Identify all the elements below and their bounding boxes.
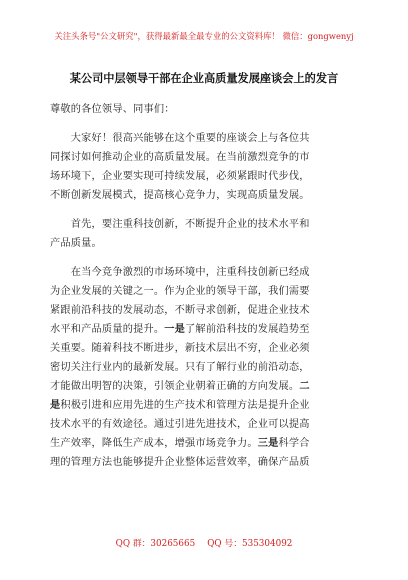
para-line: 首先，要注重科技创新，不断提升企业的技术水平和: [50, 219, 310, 230]
para-line: 是积极引进和应用先进的生产技术和管理方法是提升企业: [50, 399, 310, 411]
para-line: 密切关注行业内的最新发展。只有了解行业的前沿动态，: [50, 362, 310, 373]
para-line: 为企业发展的关键之一。作为企业的领导干部，我们需要: [50, 286, 310, 297]
para-line: 同探讨如何推动企业的高质量发展。在当前激烈竞争的市: [50, 152, 310, 163]
document-title: 某公司中层领导干部在企业高质量发展座谈会上的发言: [69, 71, 339, 85]
para-line: 紧跟前沿科技的发展动态，不断寻求创新，促进企业技术: [50, 305, 310, 316]
para-line: 关重要。随着科技不断进步，新技术层出不穷，企业必须: [50, 343, 310, 354]
para-line: 不断创新发展模式，提高核心竞争力，实现高质量发展。: [50, 190, 310, 201]
greeting: 尊敬的各位领导、同事们：: [50, 104, 175, 115]
para-line: 在当今竞争激烈的市场环境中，注重科技创新已经成: [50, 267, 310, 278]
header-banner: [0, 30, 408, 42]
header-text: 关注头条号"公文研究"，获得最新最全最专业的公文资料库！ 微信：gongwenyj: [54, 31, 354, 41]
para-line: 生产效率，降低生产成本，增强市场竞争力。三是科学合: [50, 437, 310, 449]
para-line: 大家好！很高兴能够在这个重要的座谈会上与各位共: [50, 133, 310, 144]
document-body: [50, 100, 360, 472]
para-line: 水平和产品质量的提升。一是了解前沿科技的发展趋势至: [50, 323, 310, 335]
qq-group: QQ 群：30265665: [115, 539, 196, 549]
para-line: 理的管理方法也能够提升企业整体运营效率，确保产品质: [50, 457, 310, 468]
point-marker: 是: [50, 399, 61, 411]
point-marker: 三是: [257, 437, 279, 449]
point-marker: 二: [299, 380, 310, 392]
para-line: 技术水平的有效途径。通过引进先进技术，企业可以提高: [50, 419, 310, 430]
qq-number: QQ 号：535304092: [207, 539, 293, 549]
para-line: 场环境下，企业要实现可持续发展，必须紧跟时代步伐，: [50, 171, 310, 182]
para-line: 产品质量。: [50, 238, 102, 249]
point-marker: 一是: [164, 323, 186, 335]
para-line: 才能做出明智的决策，引领企业朝着正确的方向发展。二: [50, 380, 310, 392]
footer-contact: [0, 536, 408, 549]
